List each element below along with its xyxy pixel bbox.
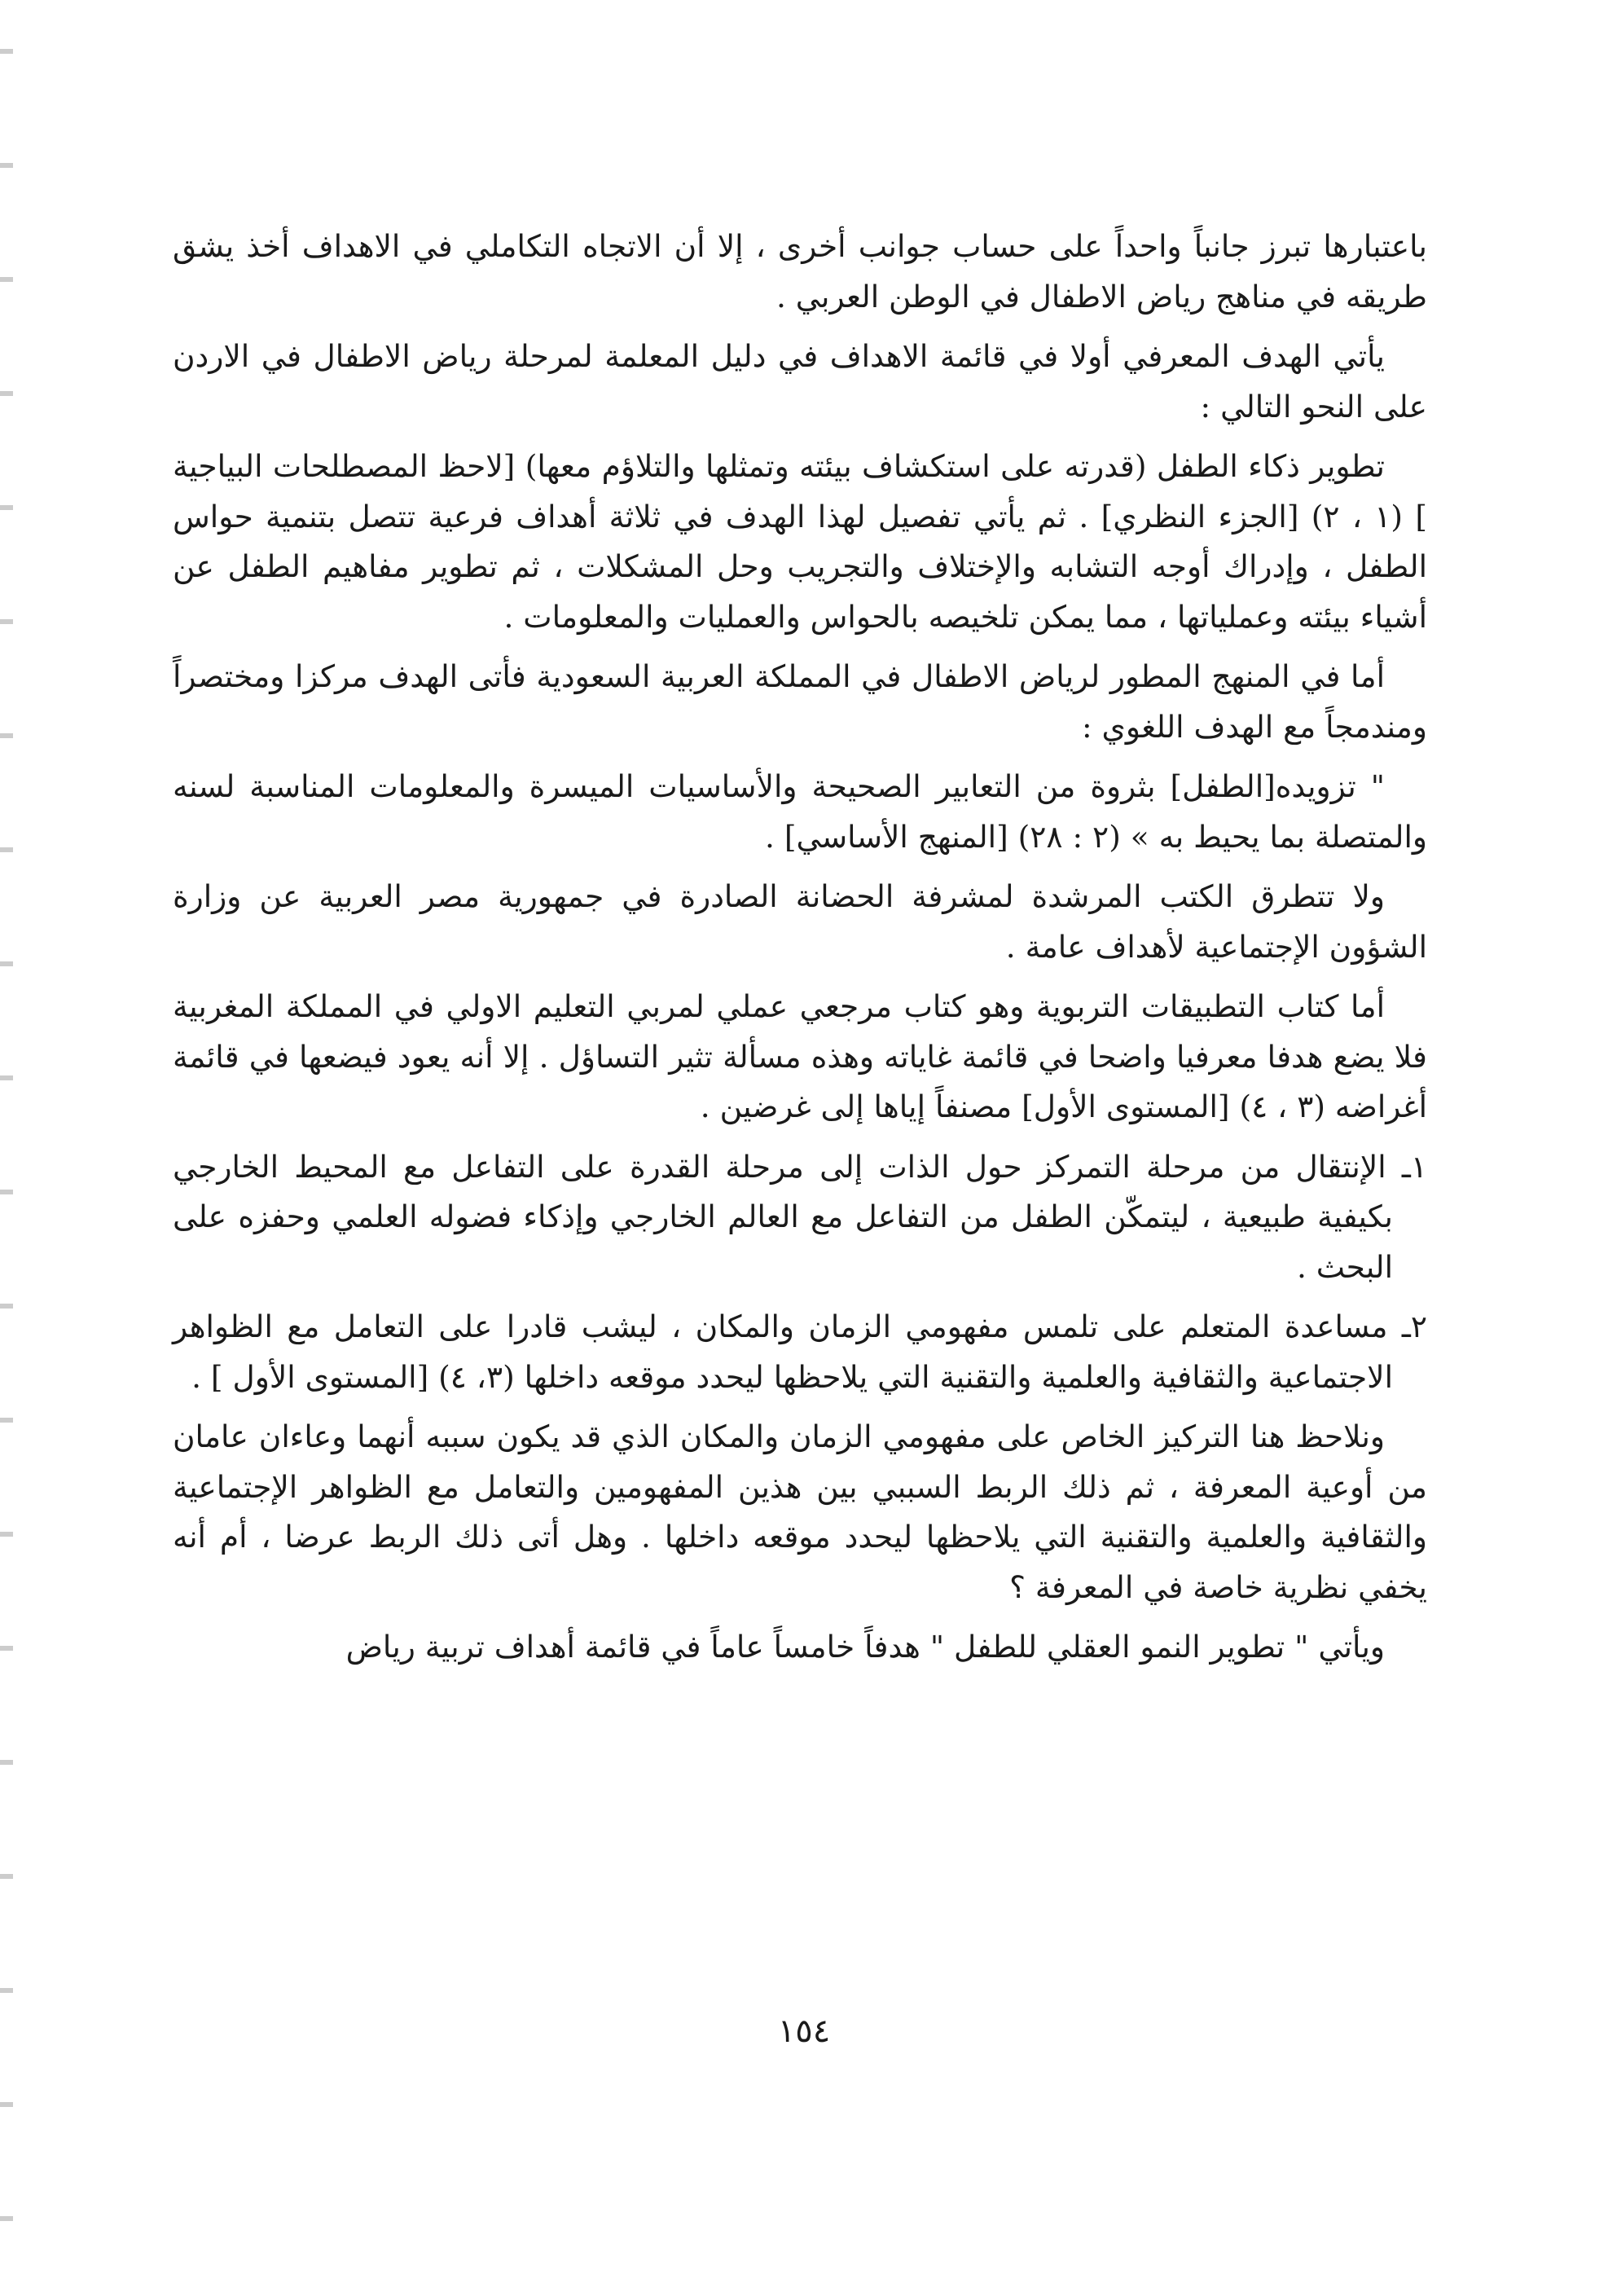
paragraph-time-space-focus: ونلاحظ هنا التركيز الخاص على مفهومي الزمان والمكان الذي قد يكون سببه أنهما وعاءان عامان من أوعية المعرفة ، ثم ذلك الربط السببي بين هذين المفهومين والتعامل مع الظواهر الإجتماعية والثقافية والعلمية والتقنية التي يلاحظها ليحدد موقعه داخلها . وهل أتى ذلك الربط عرضا ، أم أنه يخفي نظرية خاصة في المعرفة ؟ — [173, 1419, 1427, 1605]
quote-saudi-curriculum: " تزويده[الطفل] بثروة من التعابير الصحيحة والأساسيات الميسرة والمعلومات المناسبة لسنه والمتصلة بما يحيط به » (٢ : ٢٨) [المنهج الأساسي] . — [173, 768, 1427, 855]
paragraph-jordan-goal: يأتي الهدف المعرفي أولا في قائمة الاهداف في دليل المعلمة لمرحلة رياض الاطفال في الاردن على النحو التالي : — [173, 338, 1427, 424]
list-item-objective-2: ٢ـ مساعدة المتعلم على تلمس مفهومي الزمان والمكان ، ليشب قادرا على التعامل مع الظواهر الاجتماعية والثقافية والعلمية والتقنية التي يلاحظها ليحدد موقعه داخلها (٣، ٤) [المستوى الأول ] . — [173, 1309, 1427, 1395]
paragraph-morocco-book: أما كتاب التطبيقات التربوية وهو كتاب مرجعي عملي لمربي التعليم الاولي في المملكة المغربية فلا يضع هدفا معرفيا واضحا في قائمة غاياته وهذه مسألة تثير التساؤل . إلا أنه يعود فيضعها في قائمة أغراضه (٣ ، ٤) [المستوى الأول] مصنفاً إياها إلى غرضين . — [173, 988, 1427, 1124]
page-body — [173, 222, 1427, 1682]
scan-binding-edge — [0, 0, 13, 2296]
paragraph-continuation: باعتبارها تبرز جانباً واحداً على حساب جوانب أخرى ، إلا أن الاتجاه التكاملي في الاهداف أخذ يشق طريقه في مناهج رياض الاطفال في الوطن العربي . — [173, 228, 1427, 314]
list-item-objective-1: ١ـ الإنتقال من مرحلة التمركز حول الذات إلى مرحلة القدرة على التفاعل مع المحيط الخارجي بكيفية طبيعية ، ليتمكّن الطفل من التفاعل مع العالم الخارجي وإذكاء فضوله العلمي وحفزه على البحث . — [173, 1148, 1427, 1285]
paragraph-saudi-curriculum: أما في المنهج المطور لرياض الاطفال في المملكة العربية السعودية فأتى الهدف مركزا ومختصراً ومندمجاً مع الهدف اللغوي : — [173, 658, 1427, 745]
page-number: ١٥٤ — [777, 2012, 831, 2050]
paragraph-intelligence-development: تطوير ذكاء الطفل (قدرته على استكشاف بيئته وتمثلها والتلاؤم معها) [لاحظ المصطلحات البياجية ] (١ ، ٢) [الجزء النظري] . ثم يأتي تفصيل لهذا الهدف في ثلاثة أهداف فرعية تتصل بتنمية حواس الطفل ، وإدراك أوجه التشابه والإختلاف والتجريب وحل المشكلات ، ثم تطوير مفاهيم الطفل عن أشياء بيئته وعملياتها ، مما يمكن تلخيصه بالحواس والعمليات والمعلومات . — [173, 448, 1427, 635]
paragraph-mental-growth: ويأتي " تطوير النمو العقلي للطفل " هدفاً خامساً عاماً في قائمة أهداف تربية رياض — [345, 1629, 1385, 1665]
paragraph-egypt-guides: ولا تتطرق الكتب المرشدة لمشرفة الحضانة الصادرة في جمهورية مصر العربية عن وزارة الشؤون الإجتماعية لأهداف عامة . — [173, 878, 1427, 965]
